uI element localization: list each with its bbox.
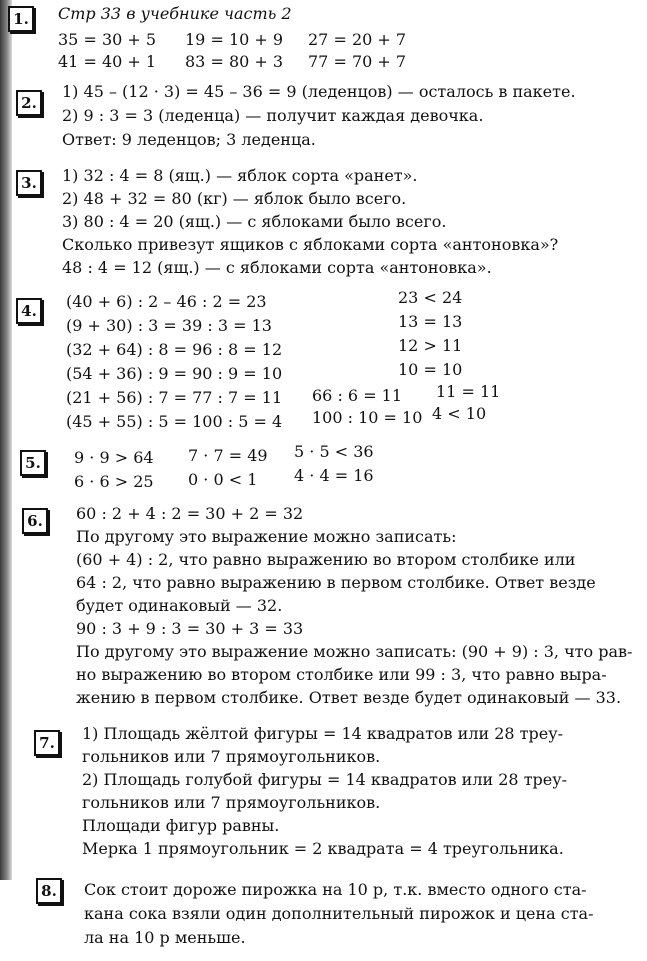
task3-line: 48 : 4 = 12 (ящ.) — с яблоками сорта «антоновка». — [62, 258, 492, 277]
task3-line: Сколько привезут ящиков с яблоками сорта «антоновка»? — [62, 235, 559, 254]
task4-compare: 10 = 10 — [398, 360, 463, 379]
task-number-5: 5. — [20, 450, 46, 476]
task1-eq: 77 = 70 + 7 — [308, 52, 407, 71]
task6-line: но выражению во втором столбике или 99 : 3, что равно выра- — [76, 665, 607, 684]
task6-line: жению в первом столбике. Ответ везде будет одинаковый — 33. — [76, 688, 622, 707]
task8-line: Сок стоит дороже пирожка на 10 р, т.к. вместо одного ста- — [84, 880, 587, 899]
task1-eq: 41 = 40 + 1 — [58, 52, 157, 71]
task2-line: Ответ: 9 леденцов; 3 леденца. — [62, 130, 316, 149]
task4-compare: 12 > 11 — [398, 336, 463, 355]
task7-line: 1) Площадь жёлтой фигуры = 14 квадратов или 28 треу- — [82, 724, 564, 743]
task7-line: гольников или 7 прямоугольников. — [82, 747, 381, 766]
task-number-3: 3. — [16, 170, 42, 196]
task4-compare: 100 : 10 = 10 — [312, 408, 423, 427]
task6-line: 64 : 2, что равно выражению в первом столбике. Ответ везде — [76, 573, 596, 592]
task6-line: 60 : 2 + 4 : 2 = 30 + 2 = 32 — [76, 504, 304, 523]
task5-expr: 5 · 5 < 36 — [294, 442, 374, 461]
task4-expr: (32 + 64) : 8 = 96 : 8 = 12 — [66, 340, 283, 359]
task-number-1: 1. — [8, 6, 34, 32]
task-number-7: 7. — [34, 730, 60, 756]
task-number-4: 4. — [16, 298, 42, 324]
task3-line: 3) 80 : 4 = 20 (ящ.) — с яблоками было всего. — [62, 212, 447, 231]
task4-compare: 4 < 10 — [432, 404, 487, 423]
task4-expr: (45 + 55) : 5 = 100 : 5 = 4 — [66, 412, 283, 431]
task4-compare: 11 = 11 — [436, 382, 501, 401]
task7-line: Мерка 1 прямоугольник = 2 квадрата = 4 треугольника. — [82, 839, 564, 858]
task3-line: 1) 32 : 4 = 8 (ящ.) — яблок сорта «ранет». — [62, 166, 418, 185]
task2-line: 1) 45 – (12 · 3) = 45 – 36 = 9 (леденцов) — осталось в пакете. — [62, 82, 576, 101]
task4-expr: (21 + 56) : 7 = 77 : 7 = 11 — [66, 388, 283, 407]
task5-expr: 0 · 0 < 1 — [188, 470, 258, 489]
task7-line: 2) Площадь голубой фигуры = 14 квадратов или 28 треу- — [82, 770, 568, 789]
task6-line: 90 : 3 + 9 : 3 = 30 + 3 = 33 — [76, 619, 304, 638]
task4-compare: 13 = 13 — [398, 312, 463, 331]
task7-line: Площади фигур равны. — [82, 816, 280, 835]
task5-expr: 9 · 9 > 64 — [74, 448, 154, 467]
task1-eq: 19 = 10 + 9 — [185, 30, 284, 49]
task6-line: (60 + 4) : 2, что равно выражению во втором столбике или — [76, 550, 576, 569]
task5-expr: 4 · 4 = 16 — [294, 466, 374, 485]
task-number-6: 6. — [22, 508, 48, 534]
page-edge-shadow — [0, 0, 12, 880]
task1-header: Стр 33 в учебнике часть 2 — [58, 4, 292, 23]
task8-line: ла на 10 р меньше. — [84, 928, 246, 947]
task-number-8: 8. — [36, 878, 62, 904]
task1-eq: 35 = 30 + 5 — [58, 30, 157, 49]
task6-line: будет одинаковый — 32. — [76, 596, 283, 615]
task1-eq: 27 = 20 + 7 — [308, 30, 407, 49]
task8-line: кана сока взяли один дополнительный пирожок и цена ста- — [84, 904, 594, 923]
task-number-2: 2. — [16, 90, 42, 116]
task1-eq: 83 = 80 + 3 — [185, 52, 284, 71]
task4-expr: (9 + 30) : 3 = 39 : 3 = 13 — [66, 316, 272, 335]
task4-compare: 66 : 6 = 11 — [312, 386, 403, 405]
task6-line: По другому это выражение можно записать: — [76, 527, 457, 546]
task4-compare: 23 < 24 — [398, 288, 463, 307]
task2-line: 2) 9 : 3 = 3 (леденца) — получит каждая девочка. — [62, 106, 484, 125]
task5-expr: 7 · 7 = 49 — [188, 446, 268, 465]
task7-line: гольников или 7 прямоугольников. — [82, 793, 381, 812]
task4-expr: (40 + 6) : 2 – 46 : 2 = 23 — [66, 292, 267, 311]
task3-line: 2) 48 + 32 = 80 (кг) — яблок было всего. — [62, 189, 407, 208]
task5-expr: 6 · 6 > 25 — [74, 472, 154, 491]
task6-line: По другому это выражение можно записать: (90 + 9) : 3, что рав- — [76, 642, 633, 661]
task4-expr: (54 + 36) : 9 = 90 : 9 = 10 — [66, 364, 283, 383]
